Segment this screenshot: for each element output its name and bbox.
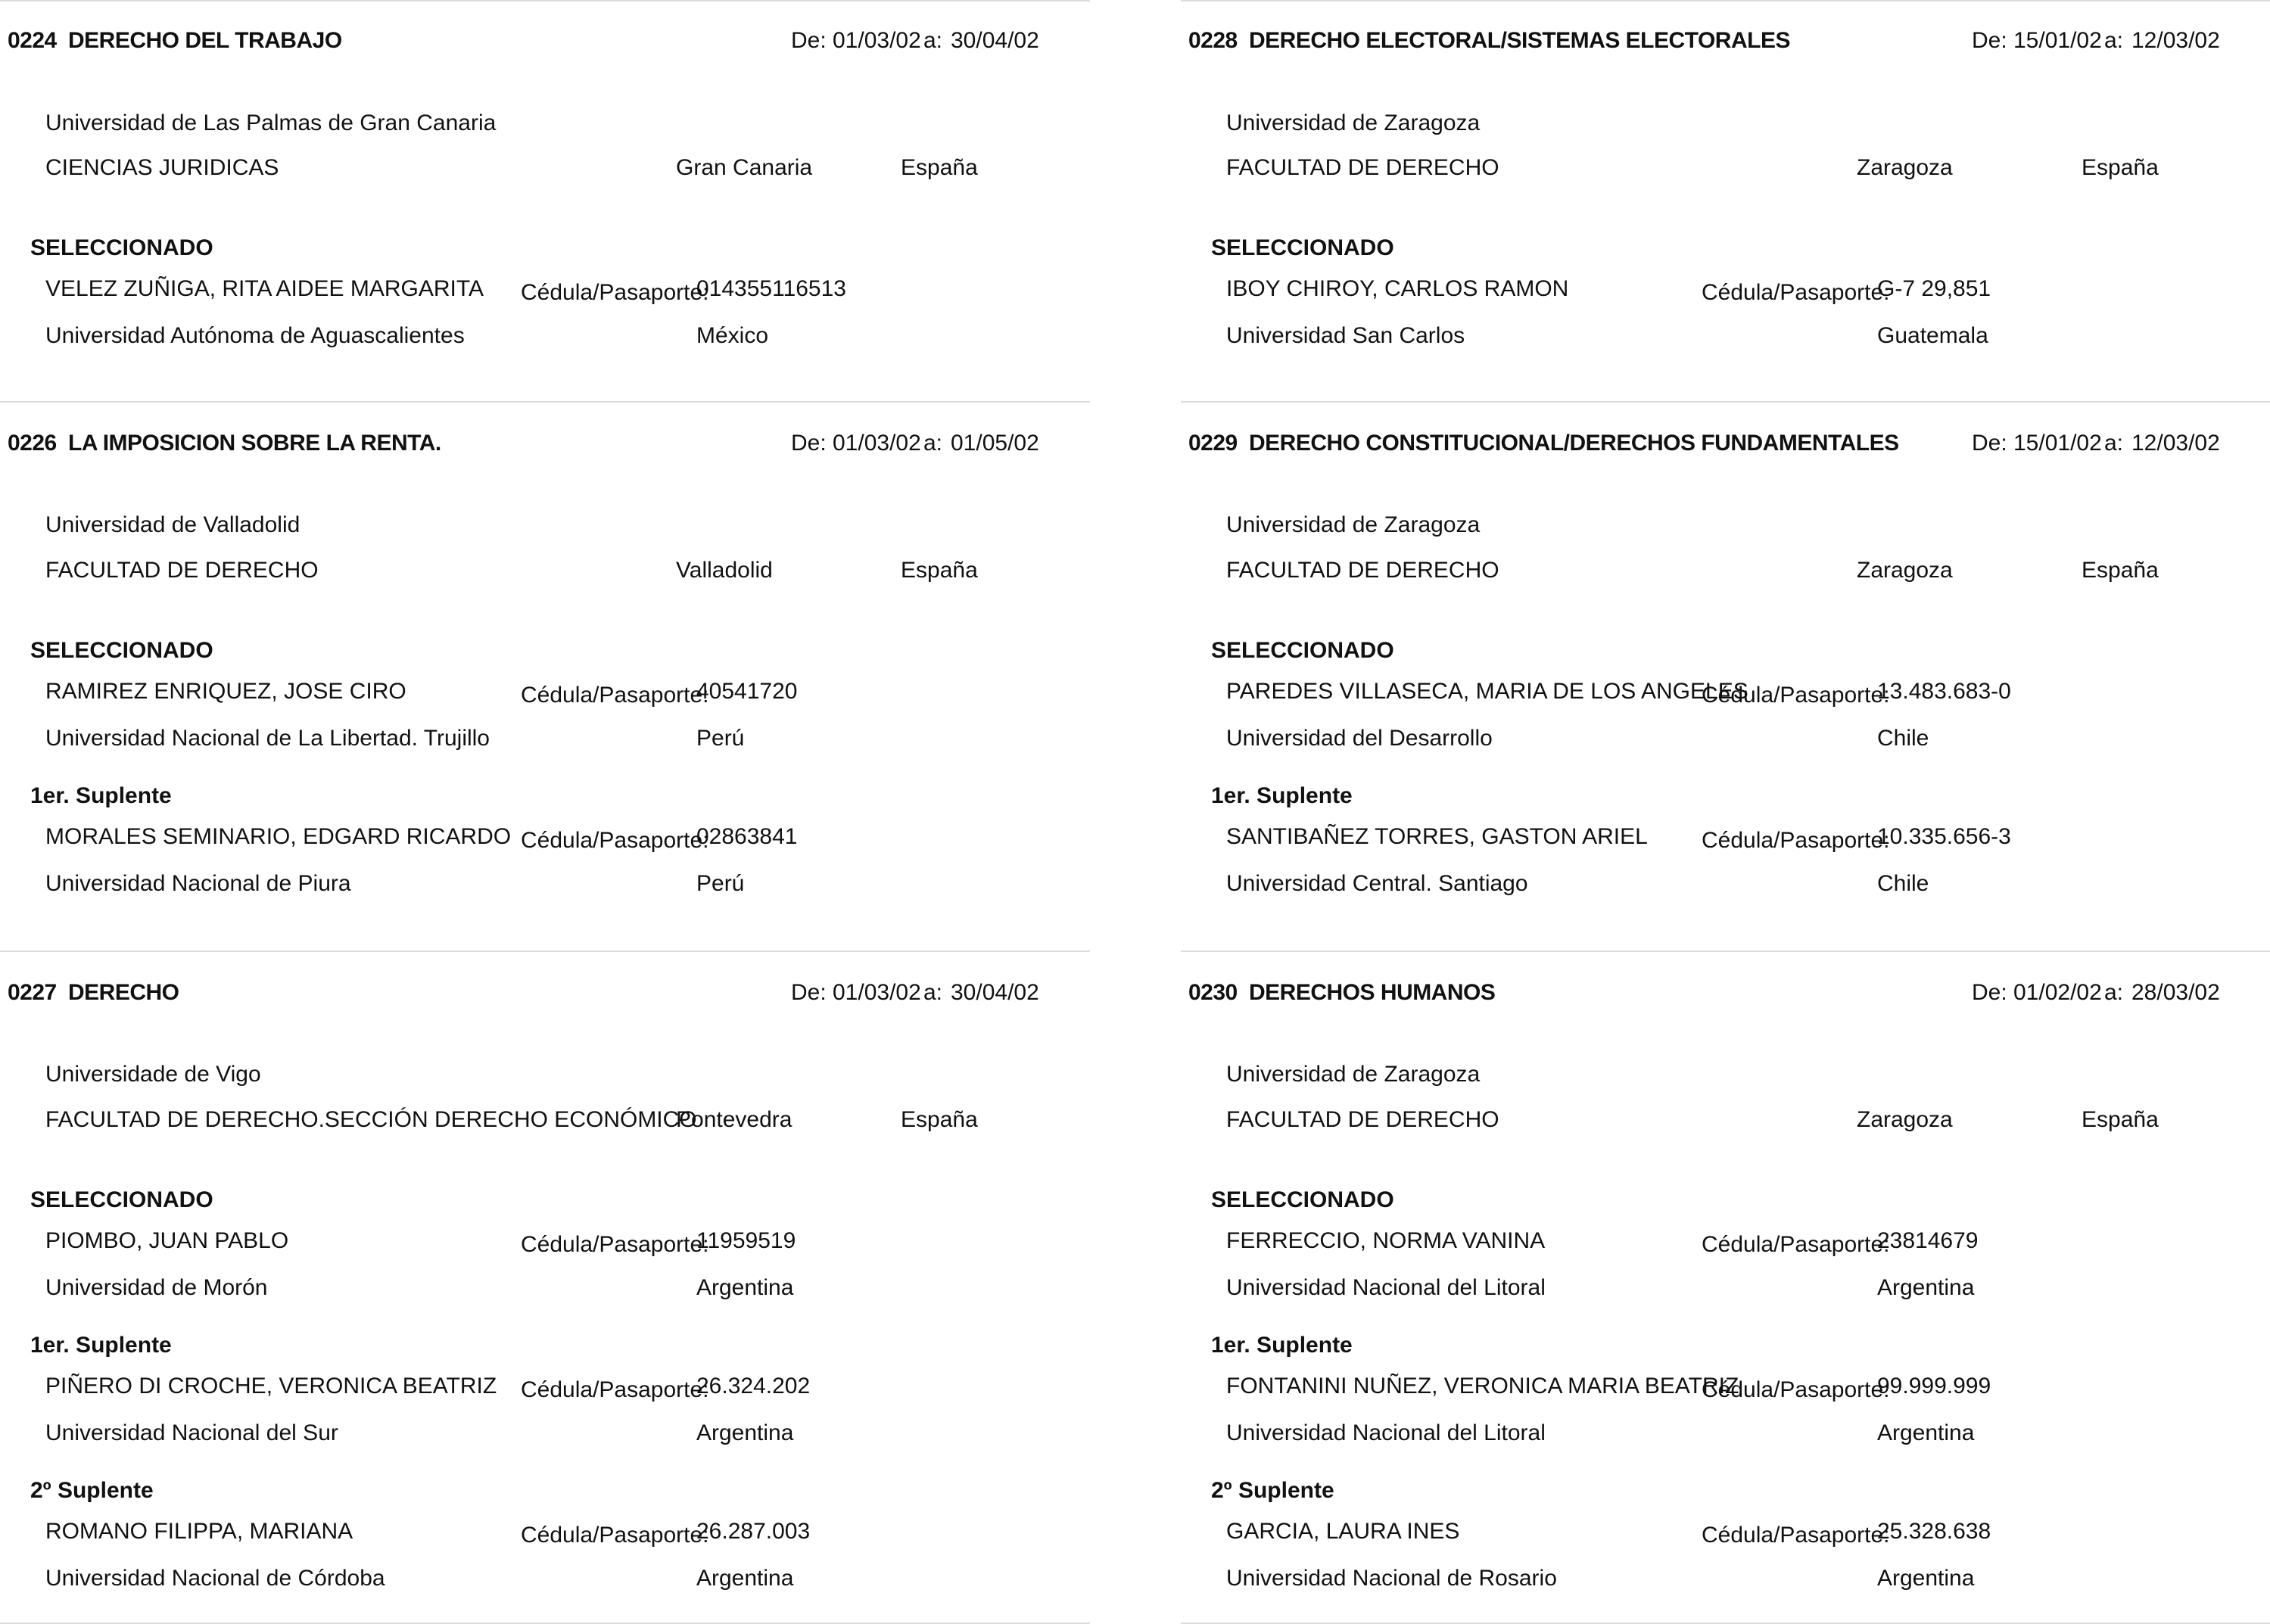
candidate-country: Perú [696, 726, 745, 751]
id-label: Cédula/Pasaporte: [521, 1377, 709, 1402]
candidate-country: Argentina [696, 1275, 794, 1300]
id-label: Cédula/Pasaporte: [1702, 828, 1890, 853]
suplente1-id: 99.999.999 [1877, 1374, 1991, 1398]
suplente2-university: Universidad Nacional de Córdoba [45, 1566, 385, 1591]
candidate-country: Argentina [1877, 1275, 1975, 1300]
candidate-university: Universidad Nacional de La Libertad. Trujillo [45, 726, 490, 751]
to-label: a: [923, 28, 943, 53]
candidate-country: México [696, 323, 769, 348]
from-label: De: [1972, 980, 2007, 1005]
to-label: a: [923, 980, 943, 1005]
record-code: 0226 [8, 431, 57, 456]
id-label: Cédula/Pasaporte: [1702, 1377, 1890, 1402]
to-date: 28/03/02 [2131, 980, 2220, 1005]
record-0227 [0, 950, 1090, 1624]
host-country: España [901, 558, 978, 583]
host-faculty: FACULTAD DE DERECHO [1226, 155, 1499, 180]
seleccionado-heading: SELECCIONADO [30, 638, 213, 663]
host-faculty: CIENCIAS JURIDICAS [45, 155, 279, 180]
from-label: De: [1972, 431, 2007, 456]
id-label: Cédula/Pasaporte: [521, 280, 709, 305]
suplente1-country: Perú [696, 871, 745, 896]
to-date: 12/03/02 [2131, 28, 2220, 53]
suplente1-heading: 1er. Suplente [30, 783, 172, 808]
suplente2-name: GARCIA, LAURA INES [1226, 1519, 1460, 1544]
from-label: De: [1972, 28, 2007, 53]
seleccionado-heading: SELECCIONADO [30, 1187, 213, 1212]
suplente1-university: Universidad Nacional de Piura [45, 871, 351, 896]
seleccionado-heading: SELECCIONADO [1211, 235, 1394, 260]
suplente1-name: MORALES SEMINARIO, EDGARD RICARDO [45, 824, 512, 849]
record-code: 0227 [8, 980, 57, 1005]
host-university: Universidad de Las Palmas de Gran Canaria [45, 110, 497, 135]
suplente1-university: Universidad Nacional del Sur [45, 1420, 338, 1445]
host-country: España [2082, 1107, 2159, 1132]
candidate-name: IBOY CHIROY, CARLOS RAMON [1226, 276, 1569, 301]
id-label: Cédula/Pasaporte: [1702, 1232, 1890, 1257]
from-date: 01/03/02 [833, 431, 921, 456]
candidate-university: Universidad Autónoma de Aguascalientes [45, 323, 465, 348]
suplente1-country: Argentina [696, 1420, 794, 1445]
host-country: España [2082, 155, 2159, 180]
suplente1-name: PIÑERO DI CROCHE, VERONICA BEATRIZ [45, 1374, 497, 1398]
suplente1-heading: 1er. Suplente [1211, 783, 1353, 808]
suplente2-name: ROMANO FILIPPA, MARIANA [45, 1519, 353, 1544]
record-title: DERECHO CONSTITUCIONAL/DERECHOS FUNDAMENTALES [1249, 431, 1899, 456]
seleccionado-heading: SELECCIONADO [1211, 638, 1394, 663]
candidate-id: 23814679 [1877, 1228, 1979, 1253]
suplente1-heading: 1er. Suplente [30, 1333, 172, 1358]
host-university: Universidad de Zaragoza [1226, 110, 1481, 135]
candidate-name: PAREDES VILLASECA, MARIA DE LOS ANGELES [1226, 679, 1748, 704]
suplente1-heading: 1er. Suplente [1211, 1333, 1353, 1358]
candidate-id: G-7 29,851 [1877, 276, 1991, 301]
host-university: Universidad de Zaragoza [1226, 1062, 1481, 1087]
host-city: Zaragoza [1857, 558, 1953, 583]
host-country: España [901, 155, 978, 180]
suplente1-name: FONTANINI NUÑEZ, VERONICA MARIA BEATRIZ [1226, 1374, 1739, 1398]
from-label: De: [791, 28, 827, 53]
id-label: Cédula/Pasaporte: [521, 683, 709, 708]
host-city: Valladolid [676, 558, 773, 583]
to-label: a: [2104, 980, 2124, 1005]
id-label: Cédula/Pasaporte: [521, 828, 709, 853]
record-title: DERECHOS HUMANOS [1249, 980, 1496, 1005]
id-label: Cédula/Pasaporte: [521, 1232, 709, 1257]
record-0226 [0, 401, 1090, 952]
candidate-id: 11959519 [696, 1228, 796, 1253]
record-title: DERECHO ELECTORAL/SISTEMAS ELECTORALES [1249, 28, 1790, 53]
host-country: España [2082, 558, 2159, 583]
record-0230 [1181, 950, 2270, 1624]
from-label: De: [791, 980, 827, 1005]
candidate-university: Universidad de Morón [45, 1275, 268, 1300]
suplente2-heading: 2º Suplente [30, 1478, 154, 1503]
id-label: Cédula/Pasaporte: [1702, 683, 1890, 708]
suplente1-id: 26.324.202 [696, 1374, 811, 1398]
from-date: 01/03/02 [833, 980, 921, 1005]
record-title: LA IMPOSICION SOBRE LA RENTA. [68, 431, 441, 456]
candidate-university: Universidad del Desarrollo [1226, 726, 1493, 751]
id-label: Cédula/Pasaporte: [1702, 280, 1890, 305]
candidate-country: Chile [1877, 726, 1929, 751]
suplente2-id: 26.287.003 [696, 1519, 811, 1544]
candidate-name: FERRECCIO, NORMA VANINA [1226, 1228, 1546, 1253]
host-university: Universidade de Vigo [45, 1062, 261, 1087]
candidate-name: RAMIREZ ENRIQUEZ, JOSE CIRO [45, 679, 406, 704]
candidate-id: 014355116513 [696, 276, 846, 301]
suplente2-id: 25.328.638 [1877, 1519, 1991, 1544]
host-city: Zaragoza [1857, 155, 1953, 180]
suplente1-country: Chile [1877, 871, 1929, 896]
seleccionado-heading: SELECCIONADO [30, 235, 213, 260]
suplente1-university: Universidad Nacional del Litoral [1226, 1420, 1546, 1445]
record-code: 0228 [1188, 28, 1238, 53]
host-faculty: FACULTAD DE DERECHO [45, 558, 319, 583]
host-city: Pontevedra [676, 1107, 792, 1132]
to-date: 30/04/02 [951, 28, 1039, 53]
candidate-id: 40541720 [696, 679, 798, 704]
from-date: 15/01/02 [2013, 28, 2102, 53]
host-city: Zaragoza [1857, 1107, 1953, 1132]
suplente1-name: SANTIBAÑEZ TORRES, GASTON ARIEL [1226, 824, 1648, 849]
suplente1-country: Argentina [1877, 1420, 1975, 1445]
record-0229 [1181, 401, 2270, 952]
candidate-university: Universidad Nacional del Litoral [1226, 1275, 1546, 1300]
from-date: 15/01/02 [2013, 431, 2102, 456]
to-label: a: [2104, 431, 2124, 456]
candidate-name: VELEZ ZUÑIGA, RITA AIDEE MARGARITA [45, 276, 484, 301]
suplente2-heading: 2º Suplente [1211, 1478, 1334, 1503]
suplente1-id: 02863841 [696, 824, 798, 849]
host-faculty: FACULTAD DE DERECHO.SECCIÓN DERECHO ECONÓMICO [45, 1107, 697, 1132]
host-country: España [901, 1107, 978, 1132]
record-0224 [0, 0, 1090, 403]
to-date: 12/03/02 [2131, 431, 2220, 456]
record-code: 0229 [1188, 431, 1238, 456]
suplente2-country: Argentina [1877, 1566, 1975, 1591]
suplente1-id: 10.335.656-3 [1877, 824, 2011, 849]
record-0228 [1181, 0, 2270, 403]
from-label: De: [791, 431, 827, 456]
suplente2-university: Universidad Nacional de Rosario [1226, 1566, 1557, 1591]
to-date: 30/04/02 [951, 980, 1039, 1005]
host-faculty: FACULTAD DE DERECHO [1226, 558, 1499, 583]
candidate-university: Universidad San Carlos [1226, 323, 1465, 348]
candidate-name: PIOMBO, JUAN PABLO [45, 1228, 289, 1253]
host-university: Universidad de Valladolid [45, 512, 300, 537]
from-date: 01/03/02 [833, 28, 921, 53]
to-date: 01/05/02 [951, 431, 1039, 456]
candidate-id: 13.483.683-0 [1877, 679, 2011, 704]
to-label: a: [2104, 28, 2124, 53]
record-code: 0224 [8, 28, 57, 53]
id-label: Cédula/Pasaporte: [1702, 1523, 1890, 1548]
record-code: 0230 [1188, 980, 1238, 1005]
seleccionado-heading: SELECCIONADO [1211, 1187, 1394, 1212]
from-date: 01/02/02 [2013, 980, 2102, 1005]
record-title: DERECHO DEL TRABAJO [68, 28, 342, 53]
suplente2-country: Argentina [696, 1566, 794, 1591]
host-university: Universidad de Zaragoza [1226, 512, 1481, 537]
host-faculty: FACULTAD DE DERECHO [1226, 1107, 1499, 1132]
candidate-country: Guatemala [1877, 323, 1988, 348]
id-label: Cédula/Pasaporte: [521, 1523, 709, 1548]
host-city: Gran Canaria [676, 155, 813, 180]
record-title: DERECHO [68, 980, 179, 1005]
to-label: a: [923, 431, 943, 456]
suplente1-university: Universidad Central. Santiago [1226, 871, 1528, 896]
